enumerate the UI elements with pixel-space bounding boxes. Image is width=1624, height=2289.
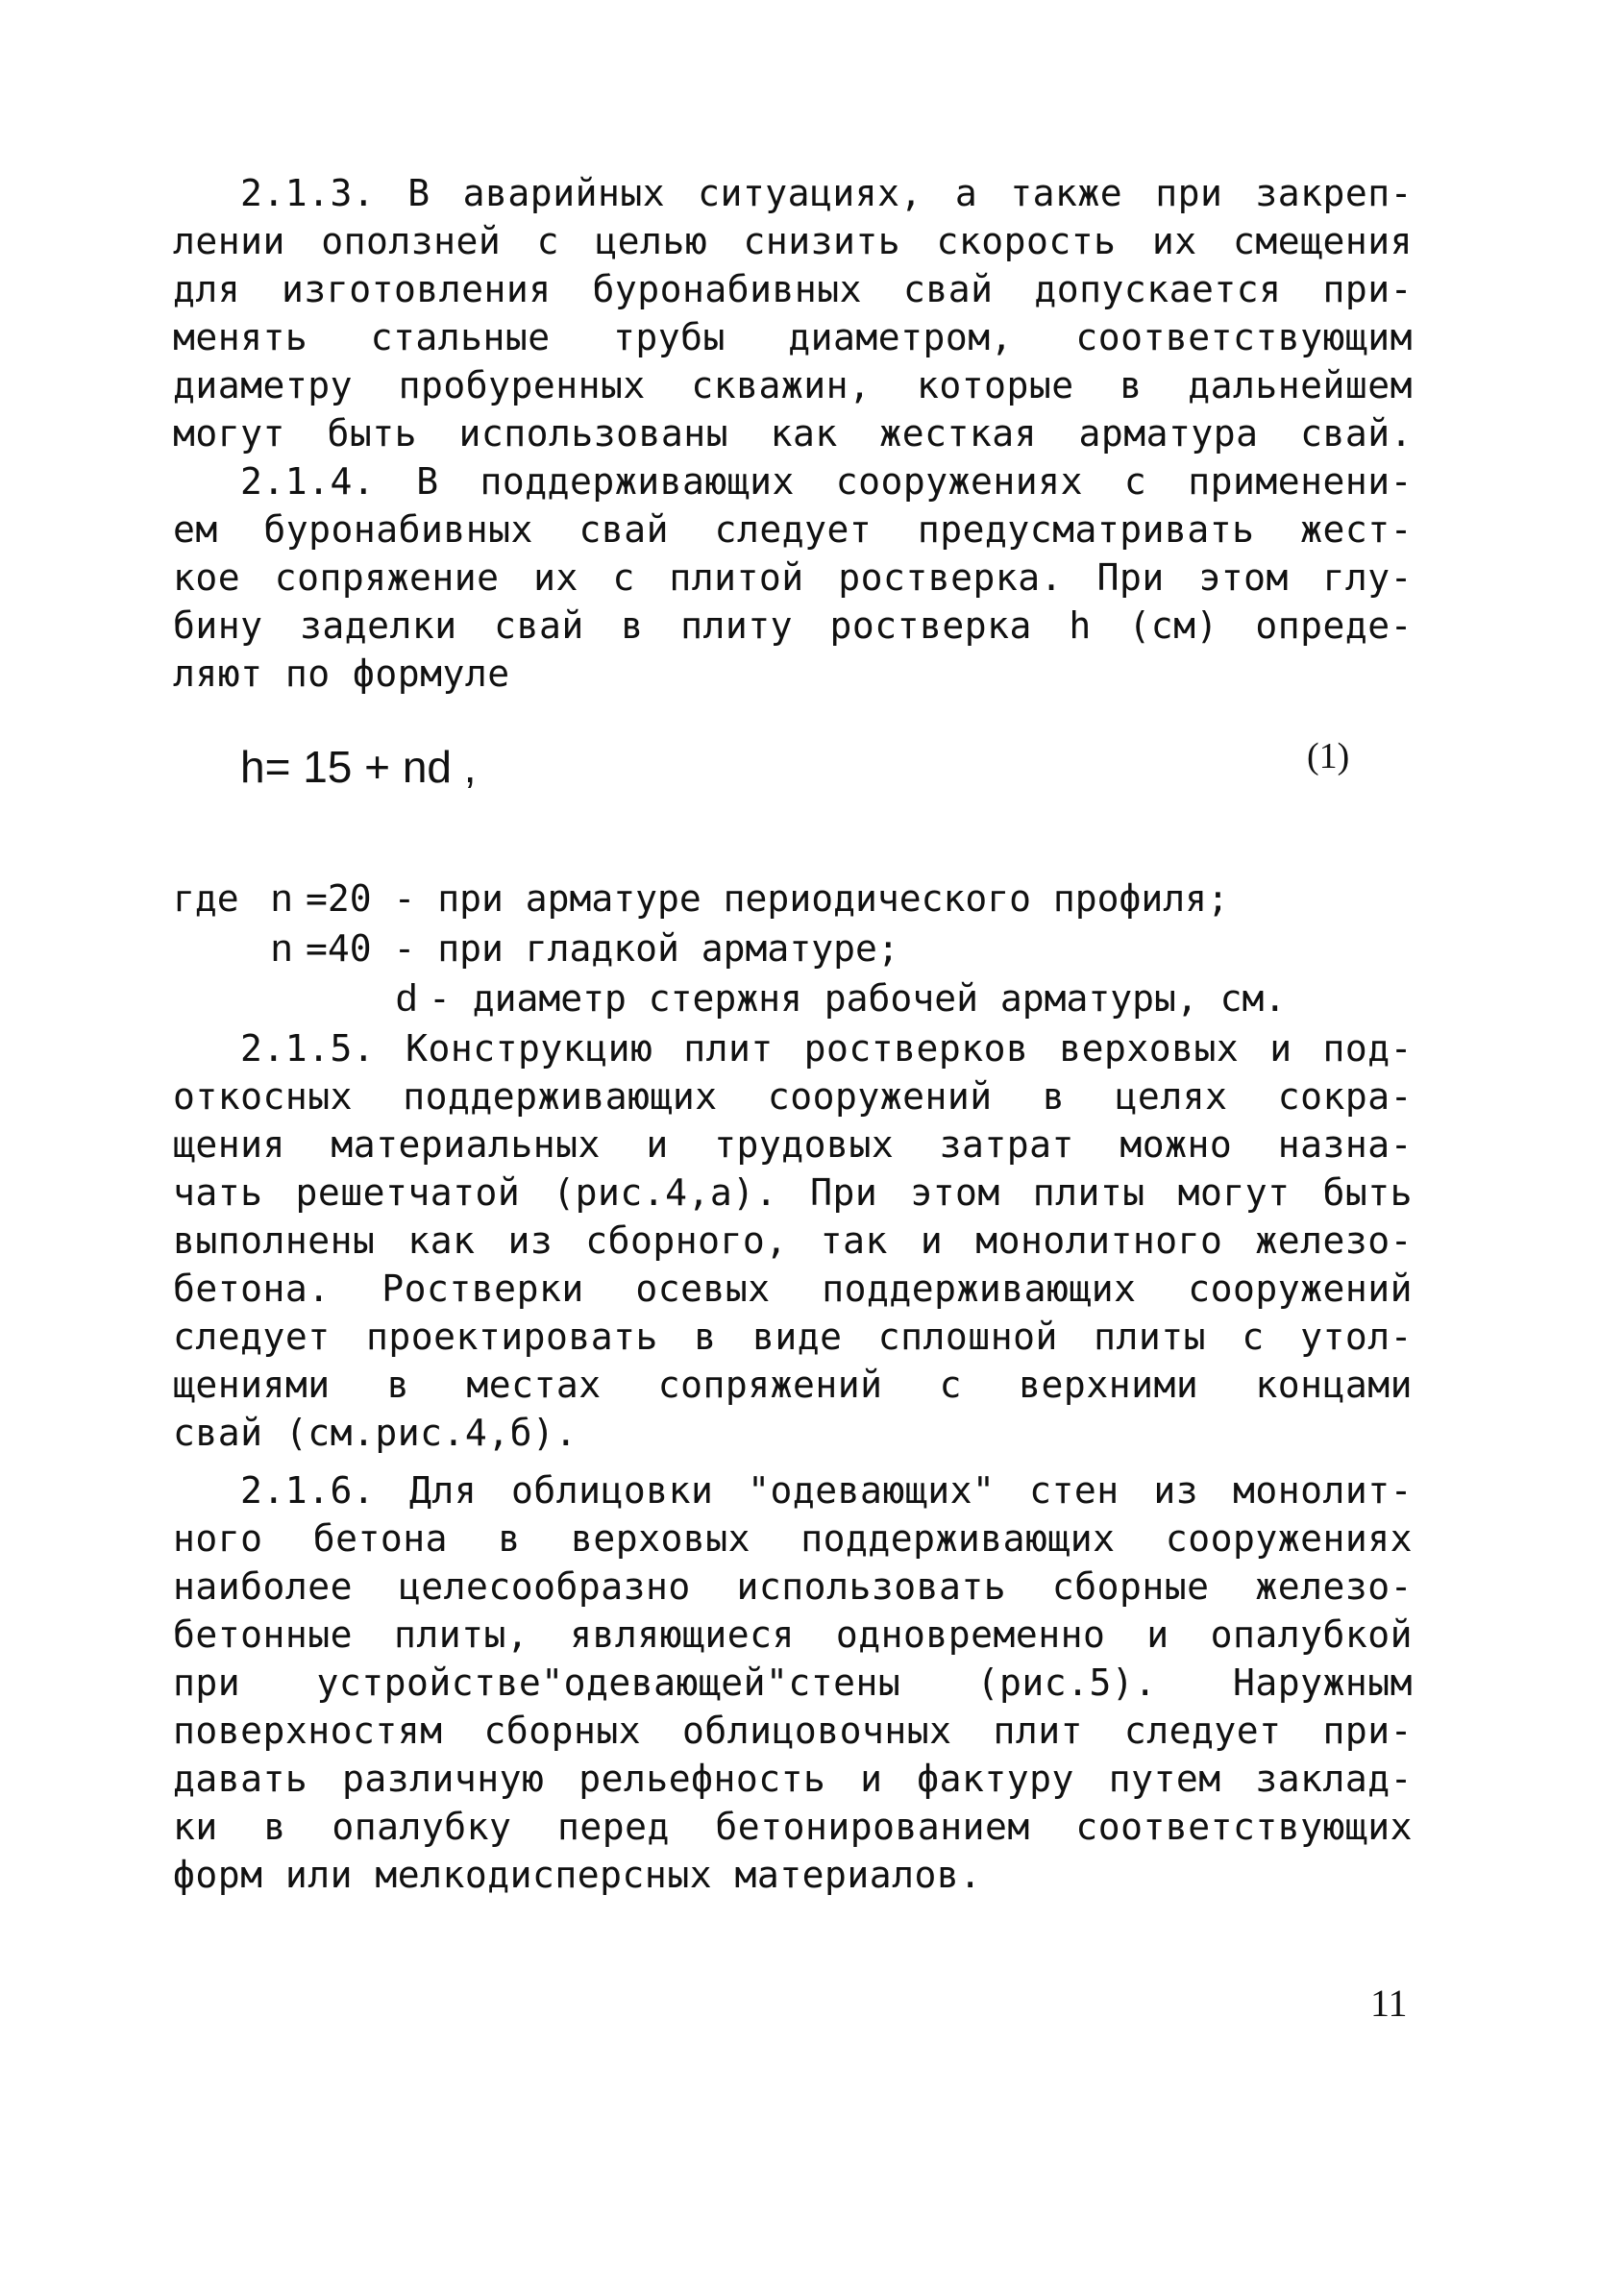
text-line: наиболее целесообразно использовать сборные железо- [173, 1565, 1413, 1608]
text-line: ки в опалубку перед бетонированием соответствующих [173, 1806, 1413, 1848]
text-line: бетона. Ростверки осевых поддерживающих сооружений [173, 1268, 1413, 1310]
symbol-d: d [396, 977, 418, 1020]
text-line: 2.1.3. В аварийных ситуациях, а также при закреп- [240, 172, 1413, 214]
text-line: чать решетчатой (рис.4,а). При этом плиты могут быть [173, 1171, 1413, 1214]
text-line: поверхностям сборных облицовочных плит следует при- [173, 1710, 1413, 1752]
legend-symbol [271, 924, 292, 972]
text-line: лении оползней с целью снизить скорость их смещения [173, 220, 1413, 262]
legend-text: - диаметр стержня рабочей арматуры, см. [429, 977, 1287, 1020]
text-line: могут быть использованы как жесткая арматура свай. [173, 412, 1413, 455]
formula: h= 15 + nd , [240, 742, 477, 792]
legend-lead: где [173, 877, 239, 920]
text-line: ляют по формуле [173, 652, 510, 695]
text-line: 2.1.5. Конструкцию плит ростверков верховых и под- [240, 1027, 1413, 1070]
text-line: следует проектировать в виде сплошной плиты с утол- [173, 1316, 1413, 1358]
legend-text: =20 - при арматуре периодического профиля; [306, 877, 1229, 920]
text-line: бетонные плиты, являющиеся одновременно и опалубкой [173, 1613, 1413, 1656]
text-line: бину заделки свай в плиту ростверка h (см) опреде- [173, 604, 1413, 647]
text-line: выполнены как из сборного, так и монолитного железо- [173, 1219, 1413, 1262]
text-line: для изготовления буронабивных свай допускается при- [173, 268, 1413, 310]
text-line: ного бетона в верховых поддерживающих сооружениях [173, 1517, 1413, 1560]
legend-symbol [396, 974, 417, 1022]
page-number: 11 [1370, 1981, 1408, 2025]
symbol-n: n [271, 877, 293, 920]
text-line: 2.1.6. Для облицовки "одевающих" стен из монолит- [240, 1469, 1413, 1512]
text-line: давать различную рельефность и фактуру путем заклад- [173, 1758, 1413, 1800]
text-line: свай (см.рис.4,б). [173, 1412, 578, 1454]
text-line: щениями в местах сопряжений с верхними концами [173, 1364, 1413, 1406]
text-line: диаметру пробуренных скважин, которые в дальнейшем [173, 364, 1413, 406]
text-line: щения материальных и трудовых затрат можно назна- [173, 1123, 1413, 1166]
legend-symbol [271, 874, 292, 923]
text-line: кое сопряжение их с плитой ростверка. При этом глу- [173, 556, 1413, 599]
symbol-n: n [271, 927, 293, 970]
legend-text: =40 - при гладкой арматуре; [306, 927, 899, 970]
text-line: при устройстве"одевающей"стены (рис.5). Наружным [173, 1661, 1413, 1704]
equation-number: (1) [1307, 736, 1350, 776]
text-line: 2.1.4. В поддерживающих сооружениях с применени- [240, 460, 1413, 503]
text-line: ем буронабивных свай следует предусматривать жест- [173, 508, 1413, 551]
text-line: менять стальные трубы диаметром, соответствующим [173, 316, 1413, 358]
text-line: форм или мелкодисперсных материалов. [173, 1854, 982, 1896]
text-line: откосных поддерживающих сооружений в целях сокра- [173, 1075, 1413, 1118]
